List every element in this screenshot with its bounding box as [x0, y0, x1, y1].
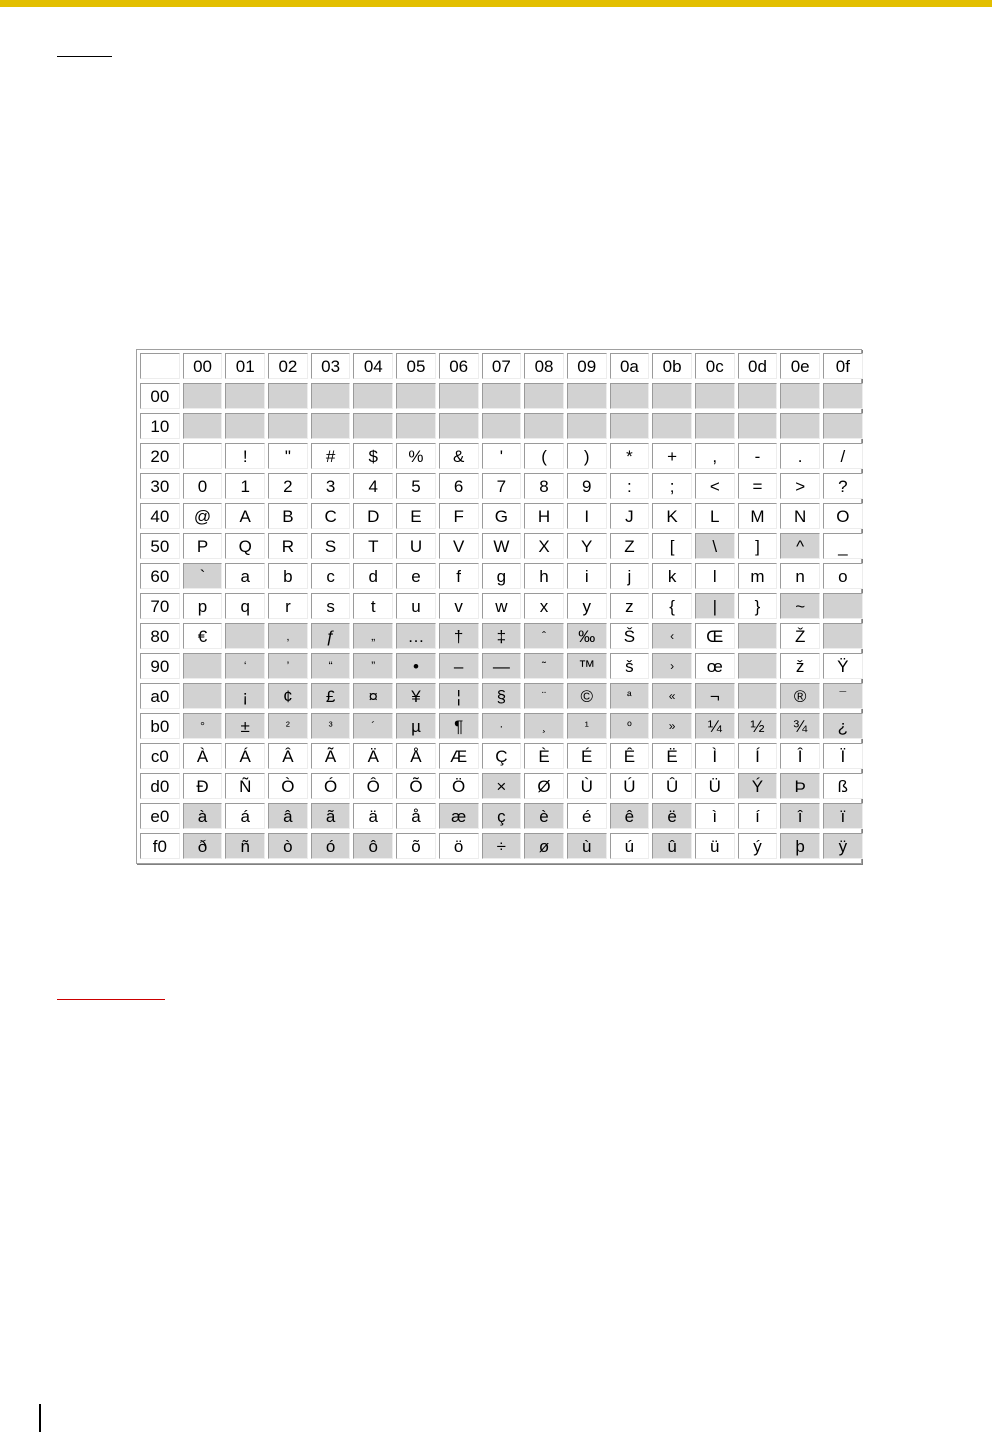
char-cell: & — [439, 443, 479, 469]
char-cell: R — [268, 533, 308, 559]
char-cell: . — [780, 443, 820, 469]
char-cell: î — [780, 803, 820, 829]
char-cell — [311, 413, 351, 439]
char-cell: È — [524, 743, 564, 769]
char-cell: ¼ — [695, 713, 735, 739]
char-cell: ð — [183, 833, 223, 859]
char-cell: 2 — [268, 473, 308, 499]
char-cell: õ — [396, 833, 436, 859]
char-cell: Â — [268, 743, 308, 769]
char-cell: K — [652, 503, 692, 529]
row-header: a0 — [140, 683, 180, 709]
char-cell: F — [439, 503, 479, 529]
char-cell — [652, 383, 692, 409]
char-cell: \ — [695, 533, 735, 559]
char-cell — [396, 383, 436, 409]
char-cell: Û — [652, 773, 692, 799]
char-cell: Å — [396, 743, 436, 769]
char-cell: · — [482, 713, 522, 739]
char-cell: S — [311, 533, 351, 559]
char-cell: [ — [652, 533, 692, 559]
char-cell: c — [311, 563, 351, 589]
char-cell: … — [396, 623, 436, 649]
row-header: c0 — [140, 743, 180, 769]
row-header: e0 — [140, 803, 180, 829]
char-cell: ¨ — [524, 683, 564, 709]
char-cell: E — [396, 503, 436, 529]
char-cell: ´ — [353, 713, 393, 739]
column-header: 00 — [183, 353, 223, 379]
char-cell: À — [183, 743, 223, 769]
char-cell: Ä — [353, 743, 393, 769]
column-header: 05 — [396, 353, 436, 379]
char-cell: M — [738, 503, 778, 529]
char-cell: b — [268, 563, 308, 589]
char-cell: i — [567, 563, 607, 589]
char-cell: ø — [524, 833, 564, 859]
char-cell: „ — [353, 623, 393, 649]
char-cell — [738, 653, 778, 679]
char-cell: h — [524, 563, 564, 589]
char-cell: ¸ — [524, 713, 564, 739]
char-cell: ¯ — [823, 683, 863, 709]
char-cell: ú — [610, 833, 650, 859]
char-cell: ¦ — [439, 683, 479, 709]
column-header: 08 — [524, 353, 564, 379]
char-cell: £ — [311, 683, 351, 709]
char-cell: æ — [439, 803, 479, 829]
column-header: 03 — [311, 353, 351, 379]
char-cell — [183, 653, 223, 679]
char-cell: Æ — [439, 743, 479, 769]
char-cell — [780, 413, 820, 439]
char-cell: q — [225, 593, 265, 619]
row-header: 60 — [140, 563, 180, 589]
char-cell: 3 — [311, 473, 351, 499]
column-header: 0d — [738, 353, 778, 379]
char-cell: † — [439, 623, 479, 649]
char-cell: { — [652, 593, 692, 619]
char-cell: ì — [695, 803, 735, 829]
char-cell — [268, 383, 308, 409]
char-cell: 1 — [225, 473, 265, 499]
char-cell: ™ — [567, 653, 607, 679]
column-header: 02 — [268, 353, 308, 379]
char-cell — [353, 413, 393, 439]
char-cell: µ — [396, 713, 436, 739]
char-cell — [738, 383, 778, 409]
link-underline — [57, 999, 165, 1000]
corner-cell — [140, 353, 180, 379]
char-cell: « — [652, 683, 692, 709]
char-cell: * — [610, 443, 650, 469]
column-header: 01 — [225, 353, 265, 379]
char-cell: : — [610, 473, 650, 499]
char-cell — [225, 623, 265, 649]
char-cell: p — [183, 593, 223, 619]
char-cell: ç — [482, 803, 522, 829]
char-cell: j — [610, 563, 650, 589]
char-cell: ë — [652, 803, 692, 829]
char-cell: u — [396, 593, 436, 619]
char-cell — [183, 413, 223, 439]
char-cell: / — [823, 443, 863, 469]
char-cell: _ — [823, 533, 863, 559]
char-cell — [183, 383, 223, 409]
char-cell: ï — [823, 803, 863, 829]
char-cell: û — [652, 833, 692, 859]
char-cell: › — [652, 653, 692, 679]
char-cell: ² — [268, 713, 308, 739]
char-cell — [738, 413, 778, 439]
char-cell: Y — [567, 533, 607, 559]
row-header: d0 — [140, 773, 180, 799]
char-cell: d — [353, 563, 393, 589]
char-cell: a — [225, 563, 265, 589]
char-cell: â — [268, 803, 308, 829]
char-cell: o — [823, 563, 863, 589]
char-cell — [183, 683, 223, 709]
char-cell: – — [439, 653, 479, 679]
char-cell: Ð — [183, 773, 223, 799]
char-cell: < — [695, 473, 735, 499]
char-cell: 6 — [439, 473, 479, 499]
char-cell — [439, 383, 479, 409]
column-header: 0a — [610, 353, 650, 379]
char-cell: í — [738, 803, 778, 829]
char-cell: Á — [225, 743, 265, 769]
column-header: 07 — [482, 353, 522, 379]
char-cell: k — [652, 563, 692, 589]
char-cell: x — [524, 593, 564, 619]
char-cell: ¿ — [823, 713, 863, 739]
char-cell: t — [353, 593, 393, 619]
char-cell — [823, 383, 863, 409]
char-cell: ó — [311, 833, 351, 859]
char-cell: é — [567, 803, 607, 829]
char-cell: | — [695, 593, 735, 619]
char-cell: N — [780, 503, 820, 529]
char-cell — [823, 593, 863, 619]
char-cell: v — [439, 593, 479, 619]
char-cell — [610, 413, 650, 439]
char-cell — [695, 383, 735, 409]
char-cell: Ö — [439, 773, 479, 799]
char-cell — [524, 383, 564, 409]
char-cell: Î — [780, 743, 820, 769]
column-header: 0b — [652, 353, 692, 379]
row-header: 10 — [140, 413, 180, 439]
char-cell: ½ — [738, 713, 778, 739]
row-header: 00 — [140, 383, 180, 409]
char-cell: w — [482, 593, 522, 619]
char-cell: ß — [823, 773, 863, 799]
char-cell: — — [482, 653, 522, 679]
char-cell — [225, 383, 265, 409]
char-cell — [567, 413, 607, 439]
header-band — [0, 0, 992, 7]
char-cell: G — [482, 503, 522, 529]
char-cell: ‚ — [268, 623, 308, 649]
row-header: f0 — [140, 833, 180, 859]
char-cell: 8 — [524, 473, 564, 499]
char-cell: z — [610, 593, 650, 619]
row-header: 50 — [140, 533, 180, 559]
column-header: 06 — [439, 353, 479, 379]
margin-bar — [39, 1404, 41, 1432]
char-cell: ³ — [311, 713, 351, 739]
column-header: 09 — [567, 353, 607, 379]
char-cell: ¡ — [225, 683, 265, 709]
char-cell: L — [695, 503, 735, 529]
char-cell: ¾ — [780, 713, 820, 739]
char-cell: º — [610, 713, 650, 739]
char-cell: ‘ — [225, 653, 265, 679]
char-cell — [225, 413, 265, 439]
char-cell: % — [396, 443, 436, 469]
char-cell: l — [695, 563, 735, 589]
char-cell: B — [268, 503, 308, 529]
char-cell: ¬ — [695, 683, 735, 709]
char-cell: = — [738, 473, 778, 499]
char-cell: 7 — [482, 473, 522, 499]
char-cell: D — [353, 503, 393, 529]
char-cell: Ù — [567, 773, 607, 799]
character-grid — [140, 353, 863, 859]
char-cell: Œ — [695, 623, 735, 649]
column-header: 0c — [695, 353, 735, 379]
char-cell: @ — [183, 503, 223, 529]
row-header: 80 — [140, 623, 180, 649]
char-cell: ÷ — [482, 833, 522, 859]
char-cell: X — [524, 533, 564, 559]
char-cell — [353, 383, 393, 409]
char-cell: Ñ — [225, 773, 265, 799]
char-cell: Ç — [482, 743, 522, 769]
char-cell: ª — [610, 683, 650, 709]
row-header: 30 — [140, 473, 180, 499]
char-cell: ‹ — [652, 623, 692, 649]
char-cell — [183, 443, 223, 469]
char-cell: Ý — [738, 773, 778, 799]
char-cell: ˆ — [524, 623, 564, 649]
char-cell: ‰ — [567, 623, 607, 649]
char-cell: 9 — [567, 473, 607, 499]
char-cell: Þ — [780, 773, 820, 799]
char-cell: + — [652, 443, 692, 469]
char-cell: Ã — [311, 743, 351, 769]
char-cell: Í — [738, 743, 778, 769]
char-cell: ¢ — [268, 683, 308, 709]
char-cell: O — [823, 503, 863, 529]
char-cell — [695, 413, 735, 439]
char-cell: ] — [738, 533, 778, 559]
char-cell: Ÿ — [823, 653, 863, 679]
char-cell: ” — [353, 653, 393, 679]
char-cell: ÿ — [823, 833, 863, 859]
char-cell — [567, 383, 607, 409]
char-cell: ¹ — [567, 713, 607, 739]
row-header: 20 — [140, 443, 180, 469]
char-cell: þ — [780, 833, 820, 859]
char-cell: Õ — [396, 773, 436, 799]
column-header: 0e — [780, 353, 820, 379]
char-cell: ; — [652, 473, 692, 499]
char-cell: U — [396, 533, 436, 559]
char-cell — [652, 413, 692, 439]
char-cell: € — [183, 623, 223, 649]
char-cell: } — [738, 593, 778, 619]
char-cell: I — [567, 503, 607, 529]
char-cell: A — [225, 503, 265, 529]
char-cell: V — [439, 533, 479, 559]
column-header: 0f — [823, 353, 863, 379]
char-cell: ± — [225, 713, 265, 739]
char-cell: ˜ — [524, 653, 564, 679]
char-cell: n — [780, 563, 820, 589]
char-cell: è — [524, 803, 564, 829]
char-cell: ~ — [780, 593, 820, 619]
char-cell: " — [268, 443, 308, 469]
char-cell: ® — [780, 683, 820, 709]
char-cell: ž — [780, 653, 820, 679]
char-cell: C — [311, 503, 351, 529]
char-cell: W — [482, 533, 522, 559]
char-cell: Ï — [823, 743, 863, 769]
char-cell — [524, 413, 564, 439]
char-cell: Ô — [353, 773, 393, 799]
char-cell: á — [225, 803, 265, 829]
char-cell: × — [482, 773, 522, 799]
char-cell: ê — [610, 803, 650, 829]
char-cell: œ — [695, 653, 735, 679]
char-cell — [738, 683, 778, 709]
char-cell: Ú — [610, 773, 650, 799]
row-header: 90 — [140, 653, 180, 679]
char-cell — [311, 383, 351, 409]
char-cell: Ò — [268, 773, 308, 799]
char-cell: à — [183, 803, 223, 829]
char-cell: Ž — [780, 623, 820, 649]
char-cell: š — [610, 653, 650, 679]
character-map-table — [136, 349, 862, 864]
char-cell: Ë — [652, 743, 692, 769]
char-cell: ’ — [268, 653, 308, 679]
char-cell — [396, 413, 436, 439]
char-cell: - — [738, 443, 778, 469]
char-cell — [482, 413, 522, 439]
char-cell: s — [311, 593, 351, 619]
char-cell: ` — [183, 563, 223, 589]
char-cell: ý — [738, 833, 778, 859]
row-header: b0 — [140, 713, 180, 739]
char-cell: $ — [353, 443, 393, 469]
char-cell: » — [652, 713, 692, 739]
char-cell: Q — [225, 533, 265, 559]
char-cell — [439, 413, 479, 439]
char-cell: H — [524, 503, 564, 529]
column-header: 04 — [353, 353, 393, 379]
char-cell: ¥ — [396, 683, 436, 709]
char-cell: “ — [311, 653, 351, 679]
char-cell: ? — [823, 473, 863, 499]
char-cell: ! — [225, 443, 265, 469]
char-cell: m — [738, 563, 778, 589]
char-cell — [780, 383, 820, 409]
char-cell: g — [482, 563, 522, 589]
char-cell: Ì — [695, 743, 735, 769]
char-cell: ' — [482, 443, 522, 469]
char-cell: © — [567, 683, 607, 709]
char-cell: • — [396, 653, 436, 679]
char-cell: ü — [695, 833, 735, 859]
char-cell: ƒ — [311, 623, 351, 649]
char-cell: Z — [610, 533, 650, 559]
char-cell: r — [268, 593, 308, 619]
char-cell: ( — [524, 443, 564, 469]
char-cell: ò — [268, 833, 308, 859]
char-cell: , — [695, 443, 735, 469]
char-cell: f — [439, 563, 479, 589]
char-cell: e — [396, 563, 436, 589]
char-cell: ñ — [225, 833, 265, 859]
char-cell: # — [311, 443, 351, 469]
char-cell: ) — [567, 443, 607, 469]
char-cell — [823, 413, 863, 439]
char-cell — [823, 623, 863, 649]
char-cell: ã — [311, 803, 351, 829]
char-cell: ° — [183, 713, 223, 739]
char-cell: Ó — [311, 773, 351, 799]
char-cell: ô — [353, 833, 393, 859]
char-cell: Ø — [524, 773, 564, 799]
char-cell: y — [567, 593, 607, 619]
char-cell: ¤ — [353, 683, 393, 709]
char-cell — [482, 383, 522, 409]
char-cell: ö — [439, 833, 479, 859]
char-cell: ¶ — [439, 713, 479, 739]
char-cell: 0 — [183, 473, 223, 499]
char-cell: ä — [353, 803, 393, 829]
char-cell: ‡ — [482, 623, 522, 649]
char-cell: É — [567, 743, 607, 769]
row-header: 70 — [140, 593, 180, 619]
char-cell: 5 — [396, 473, 436, 499]
char-cell — [268, 413, 308, 439]
char-cell: Ü — [695, 773, 735, 799]
char-cell — [738, 623, 778, 649]
char-cell — [610, 383, 650, 409]
char-cell: T — [353, 533, 393, 559]
char-cell: > — [780, 473, 820, 499]
char-cell: P — [183, 533, 223, 559]
char-cell: Š — [610, 623, 650, 649]
heading-underline — [57, 56, 112, 57]
char-cell: Ê — [610, 743, 650, 769]
char-cell: å — [396, 803, 436, 829]
char-cell: § — [482, 683, 522, 709]
char-cell: ^ — [780, 533, 820, 559]
row-header: 40 — [140, 503, 180, 529]
char-cell: 4 — [353, 473, 393, 499]
char-cell: ù — [567, 833, 607, 859]
char-cell: J — [610, 503, 650, 529]
